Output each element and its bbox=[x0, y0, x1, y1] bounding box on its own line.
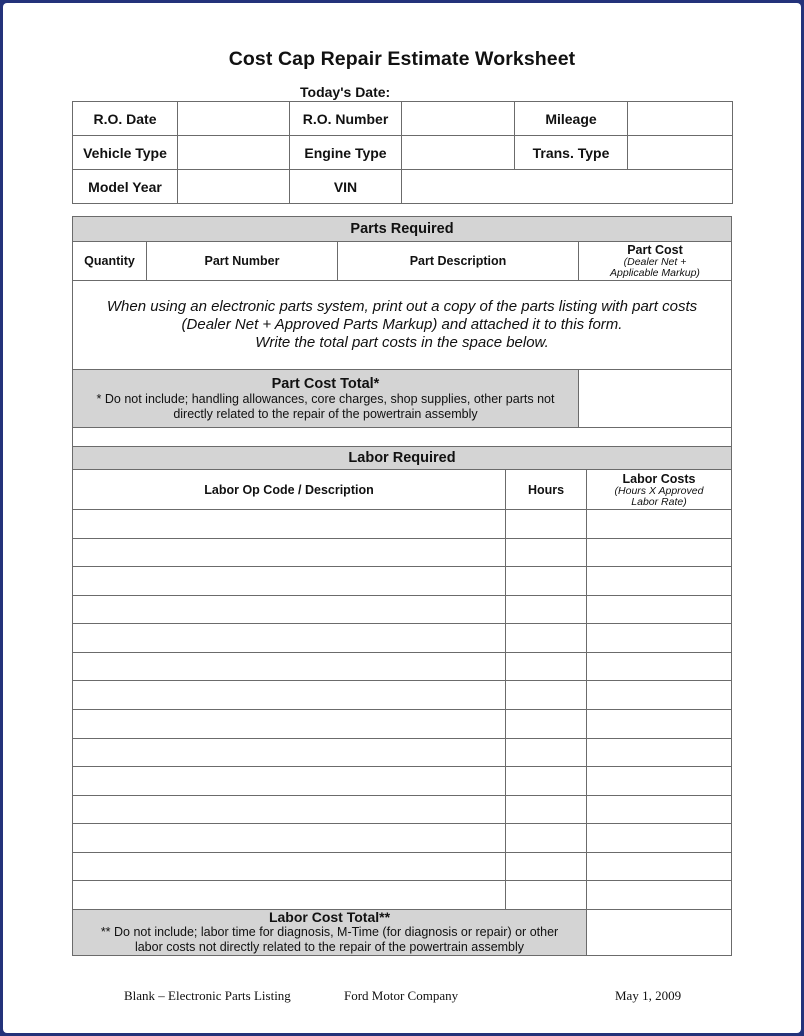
model-year-field[interactable] bbox=[178, 170, 290, 204]
labor-row[interactable] bbox=[73, 510, 731, 538]
labor-cost-total-note-1: ** Do not include; labor time for diagnosis, M-Time (for diagnosis or repair) or other bbox=[100, 925, 559, 939]
labor-row[interactable] bbox=[73, 739, 731, 767]
labor-row[interactable] bbox=[73, 824, 731, 852]
parts-instructions bbox=[73, 281, 731, 369]
labor-row[interactable] bbox=[73, 767, 731, 795]
col-labor-costs-label: Labor Costs bbox=[622, 471, 696, 486]
col-labor-costs-sub2: Labor Rate) bbox=[631, 495, 687, 508]
ro-number-field[interactable] bbox=[402, 102, 515, 136]
labor-cost-total-title: Labor Cost Total** bbox=[268, 909, 391, 925]
labor-row[interactable] bbox=[73, 596, 731, 624]
vin-field[interactable] bbox=[402, 170, 733, 204]
page-title: Cost Cap Repair Estimate Worksheet bbox=[228, 48, 576, 70]
trans-type-field[interactable] bbox=[628, 136, 733, 170]
footer-center: Ford Motor Company bbox=[344, 988, 459, 1003]
col-part-cost-sub1: (Dealer Net + bbox=[623, 255, 687, 268]
parts-required-header: Parts Required bbox=[73, 217, 731, 242]
model-year-label: Model Year bbox=[73, 170, 178, 204]
labor-row[interactable] bbox=[73, 853, 731, 881]
instruction-line-2: (Dealer Net + Approved Parts Markup) and attached it to this form. bbox=[181, 316, 623, 333]
part-cost-total-label-cell bbox=[73, 370, 578, 427]
part-cost-total-note-1: * Do not include; handling allowances, core charges, shop supplies, other parts not bbox=[96, 391, 555, 406]
todays-date-label: Today's Date: bbox=[300, 84, 391, 100]
col-quantity: Quantity bbox=[84, 253, 135, 268]
col-labor-op-code: Labor Op Code / Description bbox=[204, 482, 374, 497]
col-labor-costs bbox=[587, 470, 731, 509]
labor-cost-total-label-cell bbox=[73, 910, 586, 955]
labor-row[interactable] bbox=[73, 681, 731, 709]
labor-required-header: Labor Required bbox=[73, 447, 731, 469]
vehicle-type-field[interactable] bbox=[178, 136, 290, 170]
labor-row[interactable] bbox=[73, 796, 731, 824]
instruction-line-3: Write the total part costs in the space below. bbox=[255, 334, 549, 351]
labor-row[interactable] bbox=[73, 539, 731, 567]
col-part-description: Part Description bbox=[409, 253, 507, 268]
engine-type-label: Engine Type bbox=[290, 136, 402, 170]
part-cost-total-note-2: directly related to the repair of the powertrain assembly bbox=[173, 406, 478, 421]
labor-row[interactable] bbox=[73, 624, 731, 652]
ro-date-field[interactable] bbox=[178, 102, 290, 136]
ro-date-label: R.O. Date bbox=[73, 102, 178, 136]
labor-row[interactable] bbox=[73, 567, 731, 595]
vehicle-info-table bbox=[72, 101, 733, 204]
col-labor-costs-sub1: (Hours X Approved bbox=[614, 484, 704, 497]
col-part-number: Part Number bbox=[204, 253, 280, 268]
part-cost-total-field[interactable] bbox=[579, 370, 731, 427]
labor-row[interactable] bbox=[73, 881, 731, 909]
engine-type-field[interactable] bbox=[402, 136, 515, 170]
mileage-label: Mileage bbox=[515, 102, 628, 136]
col-part-cost-sub2: Applicable Markup) bbox=[610, 266, 700, 279]
mileage-field[interactable] bbox=[628, 102, 733, 136]
col-part-cost bbox=[579, 241, 731, 280]
vehicle-type-label: Vehicle Type bbox=[73, 136, 178, 170]
labor-cost-total-field[interactable] bbox=[587, 910, 731, 955]
labor-row[interactable] bbox=[73, 653, 731, 681]
footer-right: May 1, 2009 bbox=[615, 988, 682, 1003]
labor-row[interactable] bbox=[73, 710, 731, 738]
col-hours: Hours bbox=[527, 482, 565, 497]
ro-number-label: R.O. Number bbox=[290, 102, 402, 136]
col-part-cost-label: Part Cost bbox=[627, 242, 683, 257]
labor-cost-total-note-2: labor costs not directly related to the repair of the powertrain assembly bbox=[134, 940, 525, 954]
part-cost-total-title: Part Cost Total* bbox=[271, 375, 380, 392]
trans-type-label: Trans. Type bbox=[515, 136, 628, 170]
vin-label: VIN bbox=[290, 170, 402, 204]
footer-left: Blank – Electronic Parts Listing bbox=[124, 988, 291, 1003]
instruction-line-1: When using an electronic parts system, print out a copy of the parts listing with part costs bbox=[106, 298, 698, 315]
